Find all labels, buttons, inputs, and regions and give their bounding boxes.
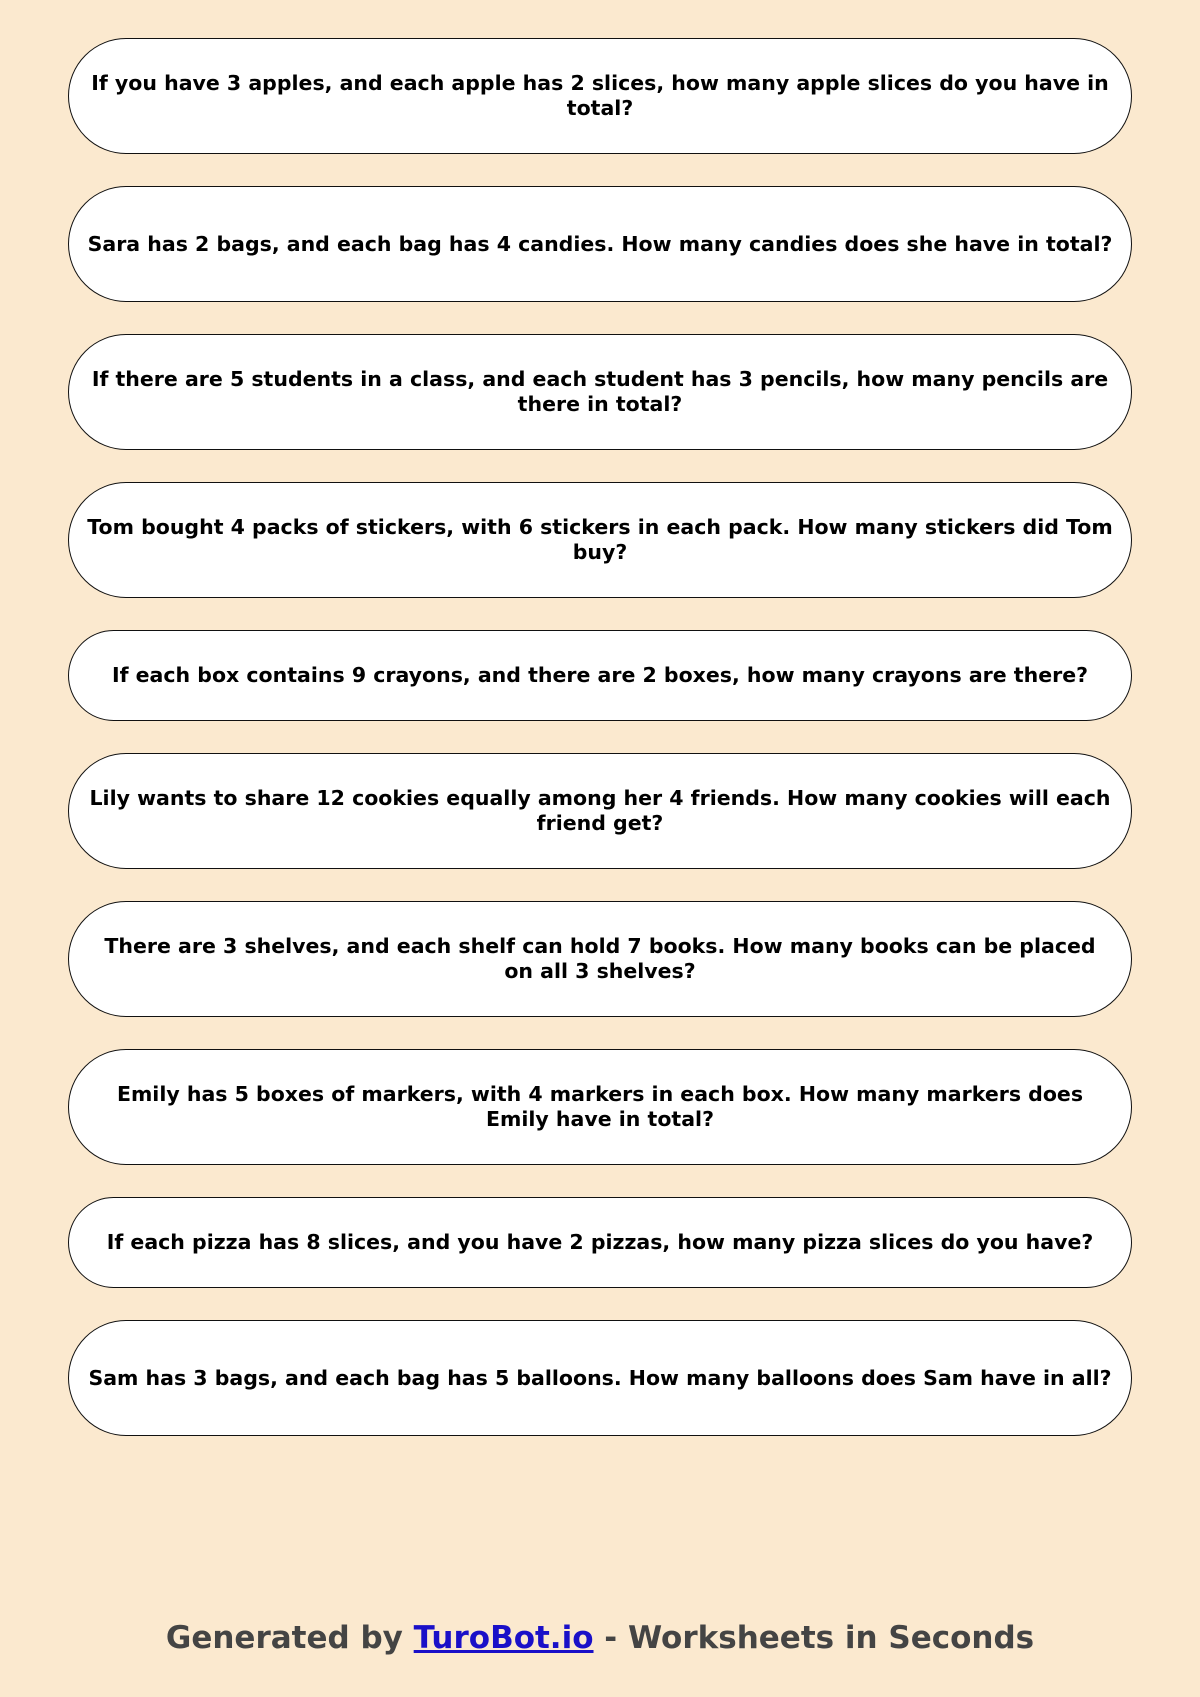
- question-card-1: [68, 38, 1132, 154]
- question-text: Lily wants to share 12 cookies equally among her 4 friends. How many cookies will each friend get?: [89, 786, 1111, 835]
- question-card-7: [68, 901, 1132, 1017]
- question-text: If each box contains 9 crayons, and there are 2 boxes, how many crayons are there?: [111, 663, 1089, 687]
- question-card-3: [68, 334, 1132, 450]
- footer: [0, 1618, 1200, 1658]
- question-card-10: [68, 1320, 1132, 1436]
- question-list: [68, 38, 1132, 1468]
- question-text: If each pizza has 8 slices, and you have 2 pizzas, how many pizza slices do you have?: [106, 1230, 1094, 1254]
- question-text: Sam has 3 bags, and each bag has 5 balloons. How many balloons does Sam have in all?: [88, 1365, 1112, 1390]
- question-card-4: [68, 482, 1132, 598]
- question-card-2: [68, 186, 1132, 302]
- question-text: Tom bought 4 packs of stickers, with 6 stickers in each pack. How many stickers did Tom buy?: [87, 515, 1113, 564]
- question-text: If there are 5 students in a class, and each student has 3 pencils, how many pencils are there in total?: [91, 367, 1109, 416]
- question-card-5: [68, 630, 1132, 721]
- question-card-8: [68, 1049, 1132, 1165]
- question-text: Emily has 5 boxes of markers, with 4 markers in each box. How many markers does Emily have in total?: [116, 1082, 1084, 1131]
- question-text: There are 3 shelves, and each shelf can hold 7 books. How many books can be placed on all 3 shelves?: [104, 934, 1096, 983]
- footer-prefix: Generated by: [165, 1620, 414, 1656]
- question-text: Sara has 2 bags, and each bag has 4 candies. How many candies does she have in total?: [87, 231, 1113, 256]
- footer-suffix: - Worksheets in Seconds: [593, 1620, 1035, 1656]
- turobot-link[interactable]: TuroBot.io: [413, 1620, 594, 1656]
- question-card-9: [68, 1197, 1132, 1288]
- question-text: If you have 3 apples, and each apple has 2 slices, how many apple slices do you have in total?: [91, 71, 1109, 120]
- question-card-6: [68, 753, 1132, 869]
